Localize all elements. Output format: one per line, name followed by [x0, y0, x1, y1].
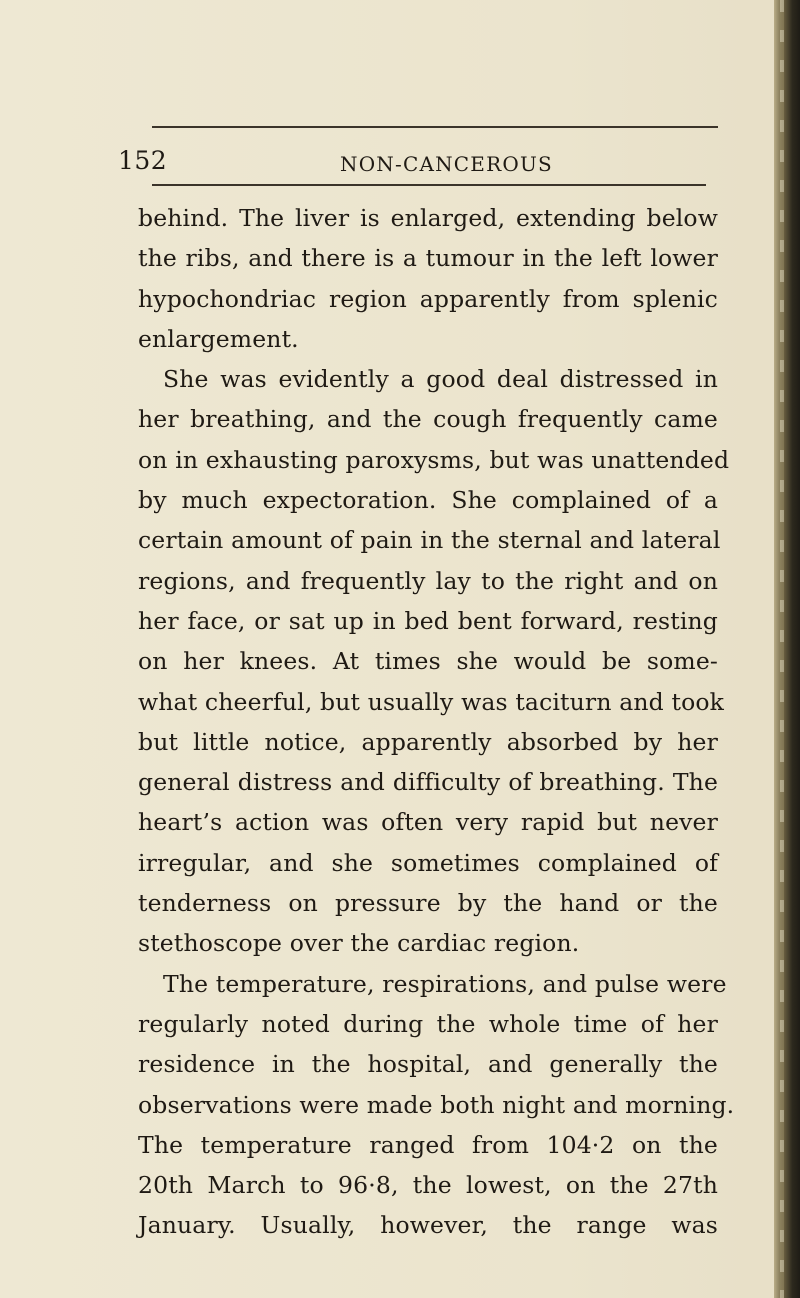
- text-line: observations were made both night and morning.: [138, 1090, 735, 1119]
- text-line: her face, or sat up in bed bent forward, resting: [138, 606, 718, 635]
- text-line: regularly noted during the whole time of her: [138, 1009, 718, 1038]
- text-line: She was evidently a good deal distressed in: [163, 365, 718, 394]
- text-line: the ribs, and there is a tumour in the left lower: [138, 244, 718, 273]
- text-line: on in exhausting paroxysms, but was unattended: [138, 445, 730, 474]
- text-line: The temperature, respirations, and pulse were: [163, 969, 727, 998]
- text-line: on her knees. At times she would be some-: [138, 647, 718, 676]
- text-line: stethoscope over the cardiac region.: [138, 929, 580, 958]
- running-head: NON-CANCEROUS: [340, 152, 553, 176]
- body-text: [138, 198, 735, 1246]
- text-line: heart’s action was often very rapid but never: [138, 808, 718, 837]
- text-line: her breathing, and the cough frequently came: [138, 405, 718, 434]
- text-line: general distress and difficulty of breathing. The: [138, 768, 718, 797]
- page-edge: [774, 0, 800, 1298]
- text-line: residence in the hospital, and generally the: [138, 1050, 718, 1079]
- text-line: January. Usually, however, the range was: [138, 1211, 718, 1240]
- text-line: The temperature ranged from 104·2 on the: [138, 1130, 718, 1159]
- text-line: certain amount of pain in the sternal and lateral: [138, 526, 721, 555]
- text-line: what cheerful, but usually was taciturn and took: [138, 687, 725, 716]
- text-line: irregular, and she sometimes complained of: [138, 848, 718, 877]
- text-line: hypochondriac region apparently from splenic: [138, 284, 718, 313]
- text-line: tenderness on pressure by the hand or the: [138, 889, 718, 918]
- header-rule-top: [152, 126, 718, 128]
- page-number: 152: [118, 146, 168, 175]
- text-line: regions, and frequently lay to the right and on: [138, 566, 718, 595]
- text-line: 20th March to 96·8, the lowest, on the 27th: [138, 1171, 718, 1200]
- text-line: enlargement.: [138, 324, 299, 353]
- text-line: behind. The liver is enlarged, extending below: [138, 204, 718, 232]
- header-rule-bottom: [152, 184, 706, 186]
- text-line: by much expectoration. She complained of a: [138, 486, 718, 515]
- text-line: but little notice, apparently absorbed by her: [138, 727, 718, 756]
